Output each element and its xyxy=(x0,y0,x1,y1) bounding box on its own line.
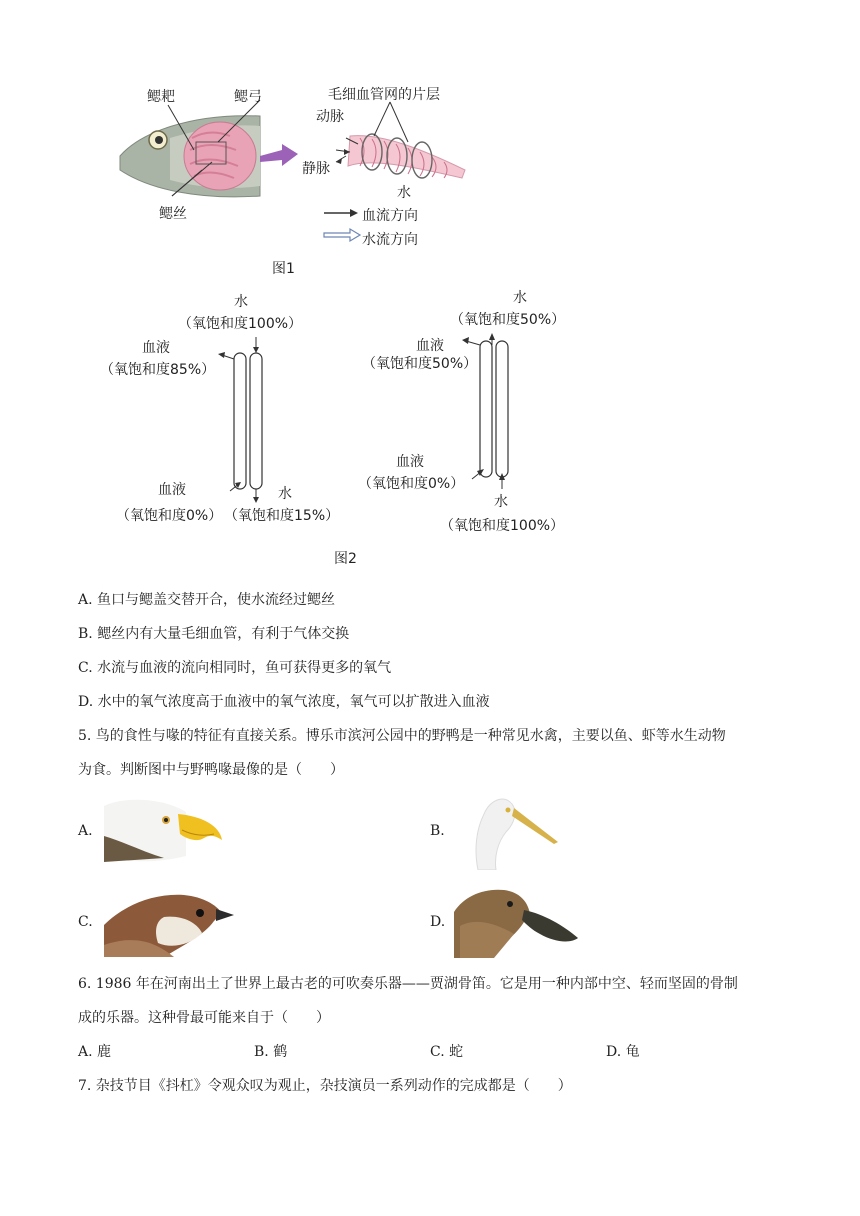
legend-blood-flow: 血流方向 xyxy=(362,208,418,224)
left-top-blood-title: 血液 xyxy=(142,340,170,356)
q4-option-b: B. 鳃丝内有大量毛细血管，有利于气体交换 xyxy=(78,626,350,642)
right-bottom-blood-sat: （氧饱和度0%） xyxy=(358,476,465,492)
q4-option-c: C. 水流与血液的流向相同时，鱼可获得更多的氧气 xyxy=(78,660,392,676)
q6-option-c: C. 蛇 xyxy=(430,1044,464,1060)
figure-2-caption: 图2 xyxy=(334,551,357,567)
left-top-water-title: 水 xyxy=(234,294,248,310)
eagle-beak-image[interactable] xyxy=(104,796,224,864)
q6-option-a: A. 鹿 xyxy=(78,1044,112,1060)
q6-option-d: D. 龟 xyxy=(606,1044,640,1060)
label-gill-filaments: 鳃丝 xyxy=(159,206,187,222)
right-bottom-blood-title: 血液 xyxy=(396,454,424,470)
left-bottom-blood-sat: （氧饱和度0%） xyxy=(116,508,223,524)
left-top-water-sat: （氧饱和度100%） xyxy=(178,316,303,332)
q7-stem-line1: 7. 杂技节目《抖杠》令观众叹为观止，杂技演员一系列动作的完成都是（ ） xyxy=(78,1078,572,1094)
right-top-blood-sat: （氧饱和度50%） xyxy=(362,356,478,372)
left-bottom-water-title: 水 xyxy=(278,486,292,502)
q5-stem-line2: 为食。判断图中与野鸭喙最像的是（ ） xyxy=(78,762,344,778)
label-vein: 静脉 xyxy=(302,161,330,177)
sparrow-beak-image[interactable] xyxy=(104,885,236,957)
right-top-blood-title: 血液 xyxy=(416,338,444,354)
q5-stem-line1: 5. 鸟的食性与喙的特征有直接关系。博乐市滨河公园中的野鸭是一种常见水禽，主要以鱼、虾等水生动物 xyxy=(78,728,726,744)
q6-stem-line2: 成的乐器。这种骨最可能来自于（ ） xyxy=(78,1010,330,1026)
q5-option-d-letter: D. xyxy=(430,914,446,930)
label-water: 水 xyxy=(397,185,411,201)
q5-option-c-letter: C. xyxy=(78,914,93,930)
left-bottom-blood-title: 血液 xyxy=(158,482,186,498)
right-bottom-water-sat: （氧饱和度100%） xyxy=(440,518,565,534)
q4-option-a: A. 鱼口与鳃盖交替开合，使水流经过鳃丝 xyxy=(78,592,336,608)
figure-1-caption: 图1 xyxy=(272,261,295,277)
left-bottom-water-sat: （氧饱和度15%） xyxy=(224,508,340,524)
figure-2 xyxy=(100,285,580,540)
q5-option-a-letter: A. xyxy=(78,823,93,839)
q6-stem-line1: 6. 1986 年在河南出土了世界上最古老的可吹奏乐器——贾湖骨笛。它是用一种内部中空、轻而坚固的骨制 xyxy=(78,976,738,992)
right-top-water-title: 水 xyxy=(513,290,527,306)
q5-option-b-letter: B. xyxy=(430,823,445,839)
label-artery: 动脉 xyxy=(316,109,344,125)
q6-option-b: B. 鹤 xyxy=(254,1044,288,1060)
egret-beak-image[interactable] xyxy=(454,790,564,870)
right-bottom-water-title: 水 xyxy=(494,494,508,510)
legend-water-flow: 水流方向 xyxy=(362,232,418,248)
label-capillary-layers: 毛细血管网的片层 xyxy=(328,87,440,103)
figure-1 xyxy=(110,78,490,278)
label-gill-arch: 鳃弓 xyxy=(234,89,262,105)
q4-option-d: D. 水中的氧气浓度高于血液中的氧气浓度，氧气可以扩散进入血液 xyxy=(78,694,490,710)
left-top-blood-sat: （氧饱和度85%） xyxy=(100,362,216,378)
right-top-water-sat: （氧饱和度50%） xyxy=(450,312,566,328)
duck-beak-image[interactable] xyxy=(454,882,580,958)
label-gill-rakers: 鳃耙 xyxy=(147,89,175,105)
